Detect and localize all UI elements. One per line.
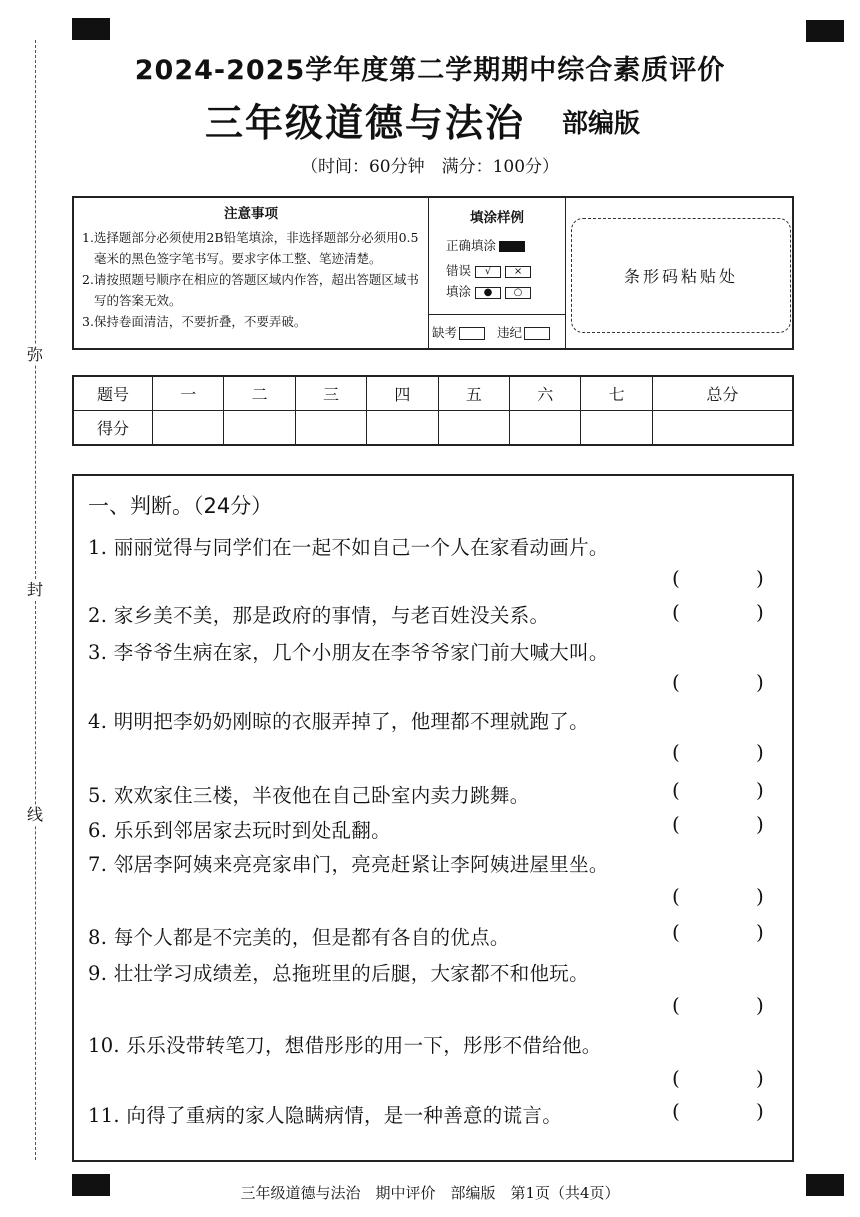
exam-title: 2024-2025学年度第二学期期中综合素质评价 [134, 55, 726, 86]
registration-mark-top-right [806, 20, 844, 42]
subject-title: 三年级道德与法治 [205, 101, 526, 145]
score-cell: 题号 [73, 376, 153, 411]
answer-paren-close: ) [756, 884, 764, 908]
time-info: （时间：60分钟 满分：100分） [300, 157, 560, 177]
score-input-cell[interactable] [510, 411, 581, 446]
answer-paren-close: ) [756, 670, 764, 694]
notice-section [74, 198, 429, 348]
question-10: 10. 乐乐没带转笔刀，想借彤彤的用一下，彤彤不借给他。 [88, 1034, 602, 1057]
answer-paren-close: ) [756, 993, 764, 1017]
notice-item: 3.保持卷面清洁，不要折叠，不要弄破。 [82, 314, 307, 329]
cross-mark-box: × [505, 266, 531, 278]
score-cell: 七 [581, 376, 652, 411]
answer-paren-open[interactable]: ( [672, 812, 680, 836]
wrong-fill-label-2: 填涂 [446, 284, 472, 299]
answer-paren-close: ) [756, 566, 764, 590]
question-5: 5. 欢欢家住三楼，半夜他在自己卧室内卖力跳舞。 [88, 784, 530, 807]
absent-violation-row [432, 323, 550, 341]
question-8: 8. 每个人都是不完美的，但是都有各自的优点。 [88, 926, 510, 949]
binding-char-feng: 封 [24, 580, 46, 600]
question-4: 4. 明明把李奶奶刚晾的衣服弄掉了，他理都不理就跑了。 [88, 710, 589, 733]
score-table [72, 375, 794, 446]
solid-fill-mark [499, 241, 525, 252]
score-cell: 二 [224, 376, 295, 411]
fill-divider [429, 314, 565, 315]
wrong-fill-row-1 [446, 261, 531, 279]
answer-paren-open[interactable]: ( [672, 778, 680, 802]
registration-mark-top-left [72, 18, 110, 40]
question-6: 6. 乐乐到邻居家去玩时到处乱翻。 [88, 819, 391, 842]
answer-paren-close: ) [756, 740, 764, 764]
correct-fill-label: 正确填涂 [446, 238, 497, 253]
binding-char-xian: 线 [24, 805, 46, 825]
wrong-fill-label: 错误 [446, 263, 472, 278]
score-table-header-row [73, 376, 793, 411]
question-1: 1. 丽丽觉得与同学们在一起不如自己一个人在家看动画片。 [88, 536, 609, 559]
answer-paren-open[interactable]: ( [672, 566, 680, 590]
score-input-cell[interactable] [295, 411, 366, 446]
dot-mark-box: ● [475, 287, 501, 299]
score-table-score-row [73, 411, 793, 446]
answer-paren-open[interactable]: ( [672, 670, 680, 694]
fill-sample-section [429, 198, 566, 348]
question-7: 7. 邻居李阿姨来亮亮家串门，亮亮赶紧让李阿姨进屋里坐。 [88, 853, 609, 876]
absent-label: 缺考 [432, 325, 458, 340]
notice-title: 注意事项 [224, 206, 278, 222]
edition-label: 部编版 [562, 109, 641, 139]
score-input-cell[interactable] [153, 411, 224, 446]
answer-paren-close: ) [756, 812, 764, 836]
answer-paren-open[interactable]: ( [672, 884, 680, 908]
answer-paren-open[interactable]: ( [672, 1099, 680, 1123]
violation-checkbox[interactable] [524, 327, 550, 340]
answer-paren-open[interactable]: ( [672, 600, 680, 624]
notice-item: 2.请按照题号顺序在相应的答题区域内作答，超出答题区域书写的答案无效。 [82, 272, 419, 308]
score-cell: 五 [438, 376, 509, 411]
score-input-cell[interactable] [367, 411, 438, 446]
answer-paren-close: ) [756, 920, 764, 944]
score-input-cell[interactable] [652, 411, 793, 446]
score-cell: 总分 [652, 376, 793, 411]
circle-mark-box: ○ [505, 287, 531, 299]
wrong-fill-row-2 [446, 282, 531, 300]
score-cell: 四 [367, 376, 438, 411]
score-cell: 得分 [73, 411, 153, 446]
answer-paren-open[interactable]: ( [672, 920, 680, 944]
answer-paren-close: ) [756, 1066, 764, 1090]
binding-line [35, 40, 36, 1160]
score-cell: 一 [153, 376, 224, 411]
question-3: 3. 李爷爷生病在家，几个小朋友在李爷爷家门前大喊大叫。 [88, 641, 609, 664]
violation-label: 违纪 [497, 325, 523, 340]
score-input-cell[interactable] [224, 411, 295, 446]
score-input-cell[interactable] [438, 411, 509, 446]
binding-char-mi: 弥 [24, 345, 46, 365]
section-title: 一、判断。（24分） [88, 494, 273, 518]
question-9: 9. 壮壮学习成绩差，总拖班里的后腿，大家都不和他玩。 [88, 962, 589, 985]
score-input-cell[interactable] [581, 411, 652, 446]
absent-checkbox[interactable] [459, 327, 485, 340]
page-footer: 三年级道德与法治 期中评价 部编版 第1页（共4页） [240, 1184, 620, 1202]
answer-paren-open[interactable]: ( [672, 993, 680, 1017]
barcode-area: 条形码粘贴处 [571, 218, 791, 333]
check-mark-box: √ [475, 266, 501, 278]
answer-paren-close: ) [756, 778, 764, 802]
answer-paren-open[interactable]: ( [672, 740, 680, 764]
score-cell: 六 [510, 376, 581, 411]
correct-fill-row [446, 236, 525, 254]
notice-item: 1.选择题部分必须使用2B铅笔填涂，非选择题部分必须用0.5毫米的黑色签字笔书写。要求字体工整、笔迹清楚。 [82, 230, 419, 266]
answer-paren-close: ) [756, 600, 764, 624]
score-cell: 三 [295, 376, 366, 411]
answer-paren-open[interactable]: ( [672, 1066, 680, 1090]
fill-sample-title: 填涂样例 [470, 210, 524, 226]
question-11: 11. 向得了重病的家人隐瞒病情，是一种善意的谎言。 [88, 1104, 563, 1127]
question-2: 2. 家乡美不美，那是政府的事情，与老百姓没关系。 [88, 604, 550, 627]
answer-paren-close: ) [756, 1099, 764, 1123]
notice-box [72, 196, 794, 350]
